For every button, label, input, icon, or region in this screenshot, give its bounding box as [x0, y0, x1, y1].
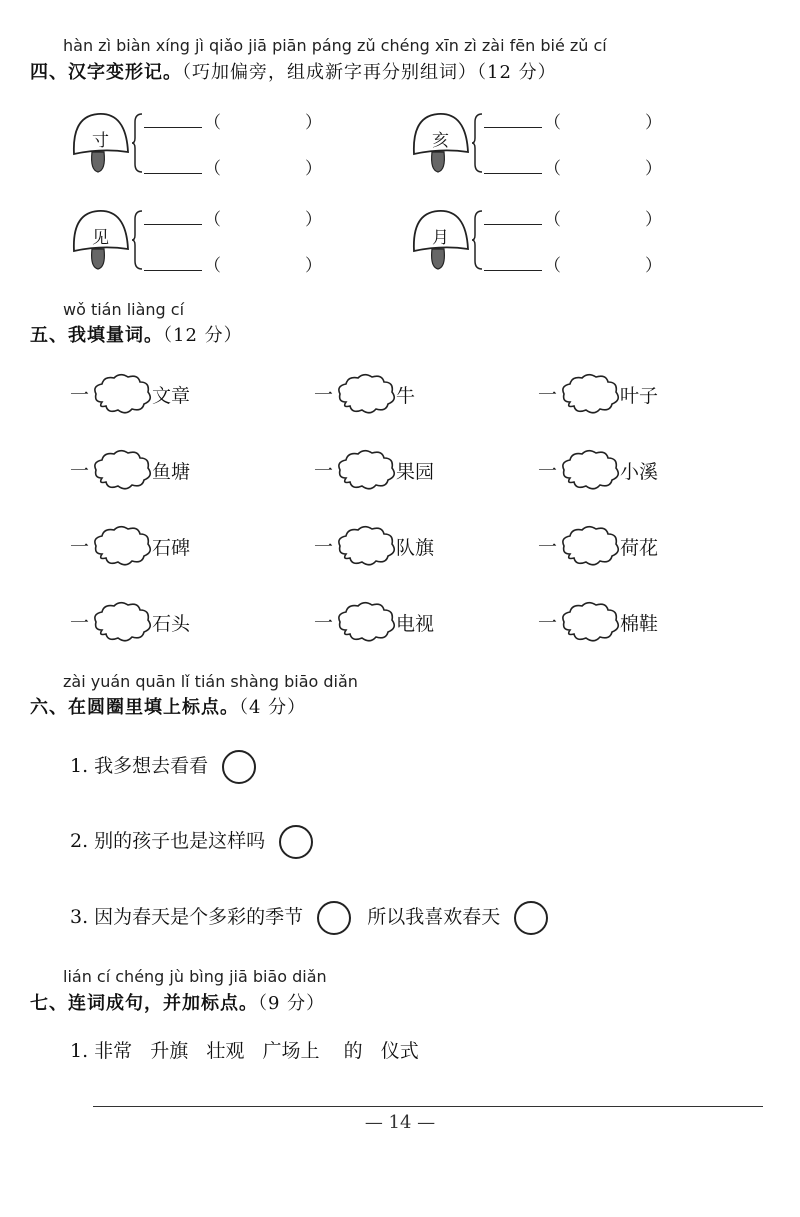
section5-heading — [30, 321, 243, 347]
section4-heading — [30, 58, 557, 84]
measure-noun: 果园 — [396, 461, 435, 483]
answer-row: （ ） — [484, 205, 662, 230]
radical-char: 寸 — [92, 131, 109, 151]
mushroom-icon — [70, 205, 140, 295]
mushroom-group-3 — [70, 205, 320, 295]
section7-pinyin: lián cí chéng jù bìng jiā biāo diǎn — [63, 967, 327, 986]
section7-heading — [30, 989, 325, 1015]
section6-pinyin: zài yuán quān lǐ tián shàng biāo diǎn — [63, 672, 358, 691]
new-char-blank[interactable] — [484, 159, 542, 174]
prefix-yi: 一 — [538, 612, 558, 634]
cloud-blank-icon[interactable] — [560, 372, 620, 416]
answer-row: （ ） — [484, 251, 662, 276]
measure-noun: 石头 — [152, 613, 191, 635]
measure-noun: 棉鞋 — [620, 613, 659, 635]
prefix-yi: 一 — [538, 536, 558, 558]
brace-icon — [472, 209, 484, 271]
section4-note: （巧加偏旁，组成新字再分别组词）（12 分） — [182, 62, 557, 83]
measure-noun: 叶子 — [620, 385, 659, 407]
prefix-yi: 一 — [314, 536, 334, 558]
mushroom-icon — [410, 205, 480, 295]
new-char-blank[interactable] — [144, 159, 202, 174]
cloud-blank-icon[interactable] — [336, 600, 396, 644]
punctuation-question-1 — [70, 750, 256, 784]
answer-row: （ ） — [144, 154, 322, 179]
section6-heading — [30, 693, 306, 719]
cloud-blank-icon[interactable] — [560, 524, 620, 568]
new-char-blank[interactable] — [144, 210, 202, 225]
answer-row: （ ） — [144, 205, 322, 230]
measure-noun: 队旗 — [396, 537, 435, 559]
section7-title: 七、连词成句，并加标点。 — [30, 993, 258, 1014]
measure-noun: 鱼塘 — [152, 461, 191, 483]
section4-title: 四、汉字变形记。 — [30, 62, 182, 83]
question-text: 所以我喜欢春天 — [367, 906, 501, 928]
measure-noun: 小溪 — [620, 461, 659, 483]
question-text: 2. 别的孩子也是这样吗 — [70, 830, 266, 852]
new-char-blank[interactable] — [484, 256, 542, 271]
section6-title: 六、在圆圈里填上标点。 — [30, 697, 239, 718]
section7-note: （9 分） — [258, 993, 326, 1014]
prefix-yi: 一 — [70, 536, 90, 558]
prefix-yi: 一 — [314, 460, 334, 482]
punctuation-circle[interactable] — [222, 750, 256, 784]
mushroom-group-4 — [410, 205, 660, 295]
mushroom-icon — [410, 108, 480, 198]
punctuation-circle[interactable] — [317, 901, 351, 935]
brace-icon — [132, 112, 144, 174]
answer-row: （ ） — [484, 154, 662, 179]
radical-char: 见 — [92, 228, 109, 248]
new-char-blank[interactable] — [144, 256, 202, 271]
footer-divider — [93, 1106, 763, 1107]
page-number: — 14 — — [364, 1112, 436, 1133]
prefix-yi: 一 — [70, 460, 90, 482]
answer-row: （ ） — [484, 108, 662, 133]
cloud-blank-icon[interactable] — [336, 524, 396, 568]
new-char-blank[interactable] — [484, 113, 542, 128]
section6-note: （4 分） — [239, 697, 307, 718]
answer-row: （ ） — [144, 251, 322, 276]
measure-noun: 牛 — [396, 385, 416, 407]
prefix-yi: 一 — [538, 460, 558, 482]
answer-row: （ ） — [144, 108, 322, 133]
new-char-blank[interactable] — [484, 210, 542, 225]
measure-noun: 电视 — [396, 613, 435, 635]
radical-char: 月 — [432, 228, 449, 248]
mushroom-group-1 — [70, 108, 320, 198]
sentence-question-1: 1. 非常 升旗 壮观 广场上 的 仪式 — [70, 1040, 419, 1062]
section5-pinyin: wǒ tián liàng cí — [63, 300, 185, 319]
section5-note: （12 分） — [163, 325, 243, 346]
new-char-blank[interactable] — [144, 113, 202, 128]
punctuation-circle[interactable] — [279, 825, 313, 859]
cloud-blank-icon[interactable] — [92, 448, 152, 492]
section4-pinyin: hàn zì biàn xíng jì qiǎo jiā piān páng zǔ chéng xīn zì zài fēn bié zǔ cí — [63, 36, 607, 55]
measure-noun: 荷花 — [620, 537, 659, 559]
punctuation-question-2 — [70, 825, 313, 859]
prefix-yi: 一 — [538, 384, 558, 406]
cloud-blank-icon[interactable] — [92, 524, 152, 568]
prefix-yi: 一 — [314, 612, 334, 634]
punctuation-circle[interactable] — [514, 901, 548, 935]
cloud-blank-icon[interactable] — [92, 372, 152, 416]
radical-char: 亥 — [432, 131, 449, 151]
measure-noun: 文章 — [152, 385, 191, 407]
cloud-blank-icon[interactable] — [560, 448, 620, 492]
brace-icon — [132, 209, 144, 271]
question-text: 3. 因为春天是个多彩的季节 — [70, 906, 304, 928]
mushroom-group-2 — [410, 108, 660, 198]
prefix-yi: 一 — [70, 384, 90, 406]
cloud-blank-icon[interactable] — [336, 448, 396, 492]
prefix-yi: 一 — [314, 384, 334, 406]
punctuation-question-3 — [70, 901, 548, 935]
section5-title: 五、我填量词。 — [30, 325, 163, 346]
cloud-blank-icon[interactable] — [92, 600, 152, 644]
brace-icon — [472, 112, 484, 174]
cloud-blank-icon[interactable] — [560, 600, 620, 644]
mushroom-icon — [70, 108, 140, 198]
prefix-yi: 一 — [70, 612, 90, 634]
measure-noun: 石碑 — [152, 537, 191, 559]
question-text: 1. 我多想去看看 — [70, 755, 209, 777]
cloud-blank-icon[interactable] — [336, 372, 396, 416]
